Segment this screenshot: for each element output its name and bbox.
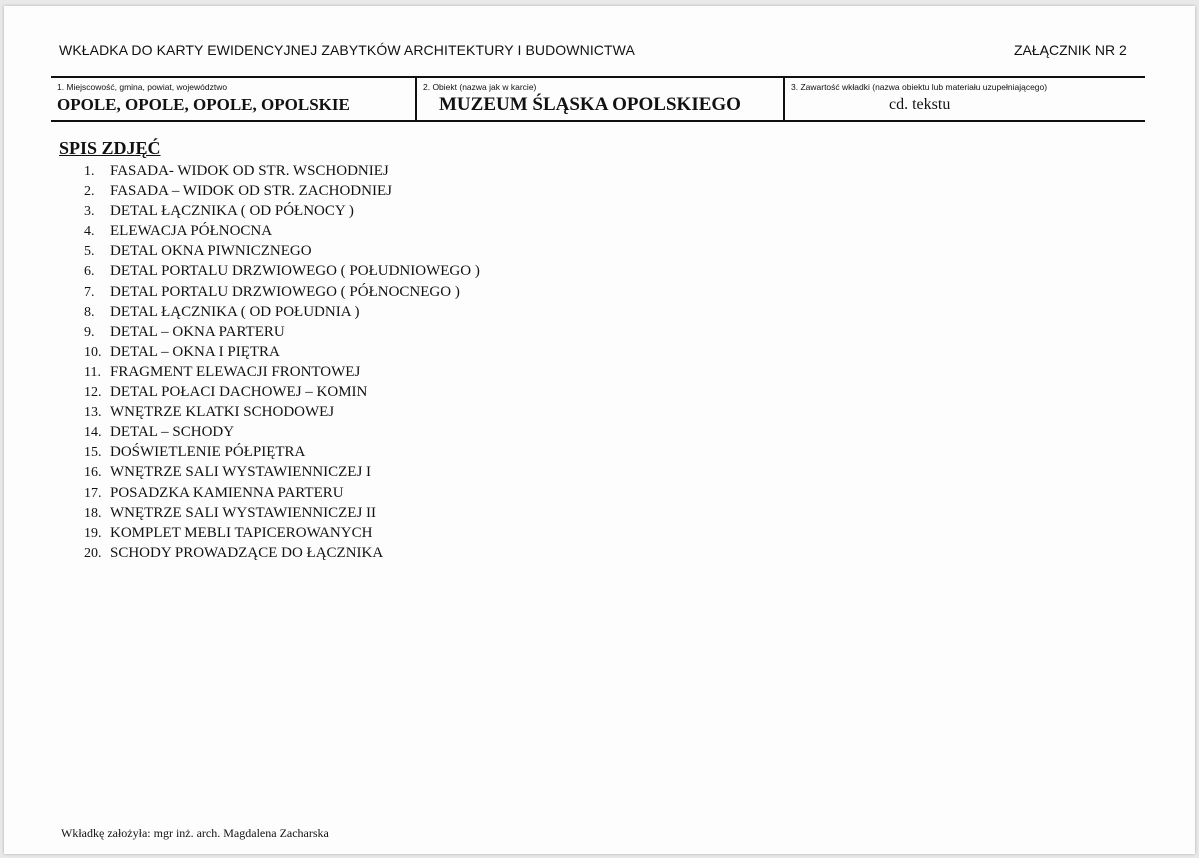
- list-item-text: KOMPLET MEBLI TAPICEROWANYCH: [110, 524, 373, 541]
- field-contents-label: 3. Zawartość wkładki (nazwa obiektu lub materiału uzupełniającego): [791, 82, 1048, 92]
- list-item-number: 20.: [84, 545, 102, 561]
- photo-list: [84, 161, 480, 563]
- list-item: [84, 302, 480, 322]
- annex-label: ZAŁĄCZNIK NR 2: [1014, 42, 1127, 58]
- list-item: [84, 362, 480, 382]
- list-item-text: FASADA- WIDOK OD STR. WSCHODNIEJ: [110, 163, 389, 179]
- list-item-text: POSADZKA KAMIENNA PARTERU: [110, 484, 344, 501]
- list-item-text: DETAL PORTALU DRZWIOWEGO ( PÓŁNOCNEGO ): [110, 283, 460, 300]
- list-item: [84, 261, 480, 281]
- list-item-text: WNĘTRZE SALI WYSTAWIENNICZEJ I: [110, 464, 372, 481]
- list-item-text: SCHODY PROWADZĄCE DO ŁĄCZNIKA: [110, 544, 384, 561]
- list-item-number: 13.: [84, 405, 102, 421]
- list-item: [84, 422, 480, 442]
- list-item: [84, 282, 480, 302]
- list-item-number: 17.: [84, 485, 102, 501]
- list-item: [84, 503, 480, 523]
- list-item: [84, 322, 480, 342]
- list-item: [84, 382, 480, 402]
- list-item-text: WNĘTRZE SALI WYSTAWIENNICZEJ II: [110, 504, 377, 521]
- document-title: WKŁADKA DO KARTY EWIDENCYJNEJ ZABYTKÓW ARCHITEKTURY I BUDOWNICTWA: [59, 42, 635, 58]
- field-location-label: 1. Miejscowość, gmina, powiat, województwo: [57, 82, 228, 92]
- list-item: [84, 442, 480, 462]
- list-item: [84, 462, 480, 482]
- header-fields: [51, 76, 1145, 122]
- list-item: [84, 543, 480, 563]
- list-item-number: 6.: [84, 264, 95, 280]
- list-item-text: DETAL POŁACI DACHOWEJ – KOMIN: [110, 384, 368, 401]
- field-location-value: OPOLE, OPOLE, OPOLE, OPOLSKIE: [57, 95, 350, 114]
- list-item-number: 10.: [84, 344, 102, 360]
- list-item-text: WNĘTRZE KLATKI SCHODOWEJ: [110, 404, 335, 421]
- author-note: Wkładkę założyła: mgr inż. arch. Magdalena Zacharska: [61, 826, 329, 840]
- list-item-text: DETAL – SCHODY: [110, 424, 235, 441]
- list-item: [84, 161, 480, 181]
- list-item: [84, 181, 480, 201]
- list-item-number: 15.: [84, 445, 102, 461]
- list-item-text: DETAL – OKNA I PIĘTRA: [110, 343, 280, 360]
- field-location: [51, 78, 415, 120]
- list-item-text: DETAL ŁĄCZNIKA ( OD PÓŁNOCY ): [110, 203, 354, 220]
- list-item-text: FASADA – WIDOK OD STR. ZACHODNIEJ: [110, 183, 392, 200]
- field-object: [415, 78, 783, 120]
- list-item-number: 19.: [84, 525, 102, 541]
- list-item-text: FRAGMENT ELEWACJI FRONTOWEJ: [110, 363, 361, 380]
- list-item-number: 18.: [84, 505, 102, 521]
- list-item: [84, 201, 480, 221]
- field-contents: [783, 78, 1145, 120]
- list-item-number: 9.: [84, 324, 95, 340]
- list-item-number: 11.: [84, 364, 101, 380]
- list-item-number: 12.: [84, 385, 102, 401]
- list-item-number: 5.: [84, 244, 95, 260]
- list-item: [84, 483, 480, 503]
- field-contents-value: cd. tekstu: [889, 96, 951, 113]
- list-item-text: DOŚWIETLENIE PÓŁPIĘTRA: [110, 444, 306, 461]
- list-item-number: 2.: [84, 184, 95, 200]
- list-item-text: DETAL OKNA PIWNICZNEGO: [110, 243, 312, 260]
- list-item: [84, 241, 480, 261]
- document-sheet: [4, 6, 1195, 854]
- list-item-number: 14.: [84, 425, 102, 441]
- field-object-value: MUZEUM ŚLĄSKA OPOLSKIEGO: [439, 94, 741, 115]
- list-item-text: DETAL PORTALU DRZWIOWEGO ( POŁUDNIOWEGO ): [110, 263, 480, 280]
- list-item: [84, 342, 480, 362]
- list-item: [84, 402, 480, 422]
- list-item-text: ELEWACJA PÓŁNOCNA: [110, 223, 273, 240]
- list-item-number: 1.: [84, 164, 95, 179]
- field-object-label: 2. Obiekt (nazwa jak w karcie): [423, 82, 537, 92]
- list-item-text: DETAL – OKNA PARTERU: [110, 323, 285, 340]
- list-item: [84, 523, 480, 543]
- list-item-number: 16.: [84, 465, 102, 481]
- list-item-number: 4.: [84, 224, 95, 240]
- list-item: [84, 221, 480, 241]
- list-item-text: DETAL ŁĄCZNIKA ( OD POŁUDNIA ): [110, 303, 360, 320]
- list-item-number: 8.: [84, 304, 95, 320]
- list-item-number: 3.: [84, 204, 95, 220]
- photo-list-heading: SPIS ZDJĘĆ: [59, 138, 161, 158]
- list-item-number: 7.: [84, 284, 95, 300]
